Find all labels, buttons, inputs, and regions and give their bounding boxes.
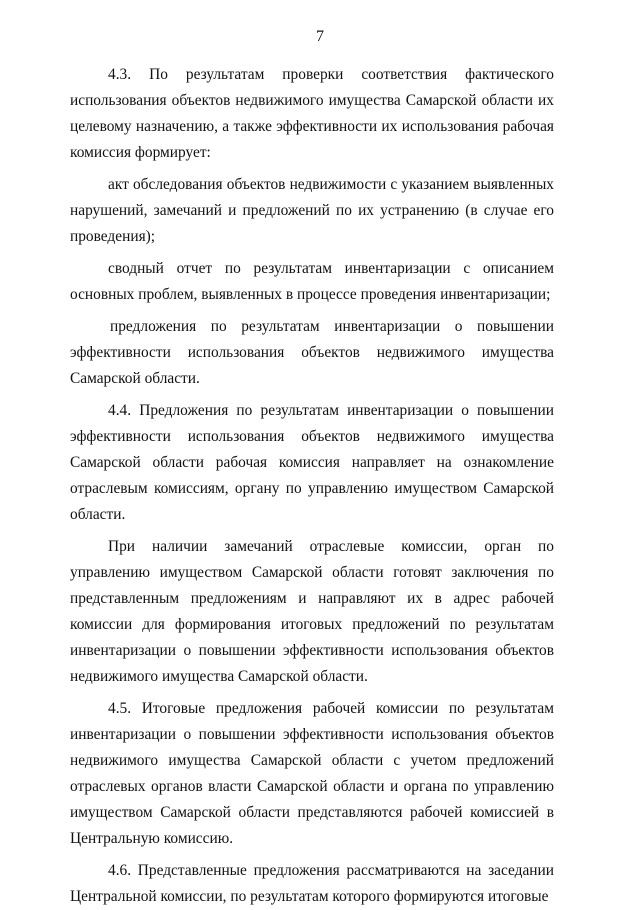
list-item-efficiency-proposals: предложения по результатам инвентаризации о повышении эффективности использования объектов недвижимого имущества Самарской области. [70,318,554,387]
page-number: 7 [316,28,324,45]
paragraph-remarks: При наличии замечаний отраслевые комиссии, орган по управлению имуществом Самарской области готовят заключения по представленным предложениям и направляют их в адрес рабочей комиссии для формирования итоговых предложений по результатам инвентаризации о повышении эффективности использования объектов недвижимого имущества Самарской области. [70,538,554,685]
list-item-inspection-act: акт обследования объектов недвижимости с указанием выявленных нарушений, замечаний и предложений по их устранению (в случае его проведения); [70,176,554,245]
paragraph-4-4: 4.4. Предложения по результатам инвентаризации о повышении эффективности использования объектов недвижимого имущества Самарской области рабочая комиссия направляет на ознакомление отраслевым комиссиям, органу по управлению имуществом Самарской области. [70,402,554,523]
paragraph-4-5: 4.5. Итоговые предложения рабочей комиссии по результатам инвентаризации о повышении эффективности использования объектов недвижимого имущества Самарской области с учетом предложений отраслевых органов власти Самарской области и органа по управлению имуществом Самарской области представляются рабочей комиссией в Центральную комиссию. [70,700,554,847]
document-body [70,62,554,910]
list-item-summary-report: сводный отчет по результатам инвентаризации с описанием основных проблем, выявленных в процессе проведения инвентаризации; [70,260,554,303]
paragraph-4-6: 4.6. Представленные предложения рассматриваются на заседании Центральной комиссии, по результатам которого формируются итоговые [70,862,554,905]
paragraph-4-3: 4.3. По результатам проверки соответствия фактического использования объектов недвижимого имущества Самарской области их целевому назначению, а также эффективности их использования рабочая комиссия формирует: [70,66,554,161]
